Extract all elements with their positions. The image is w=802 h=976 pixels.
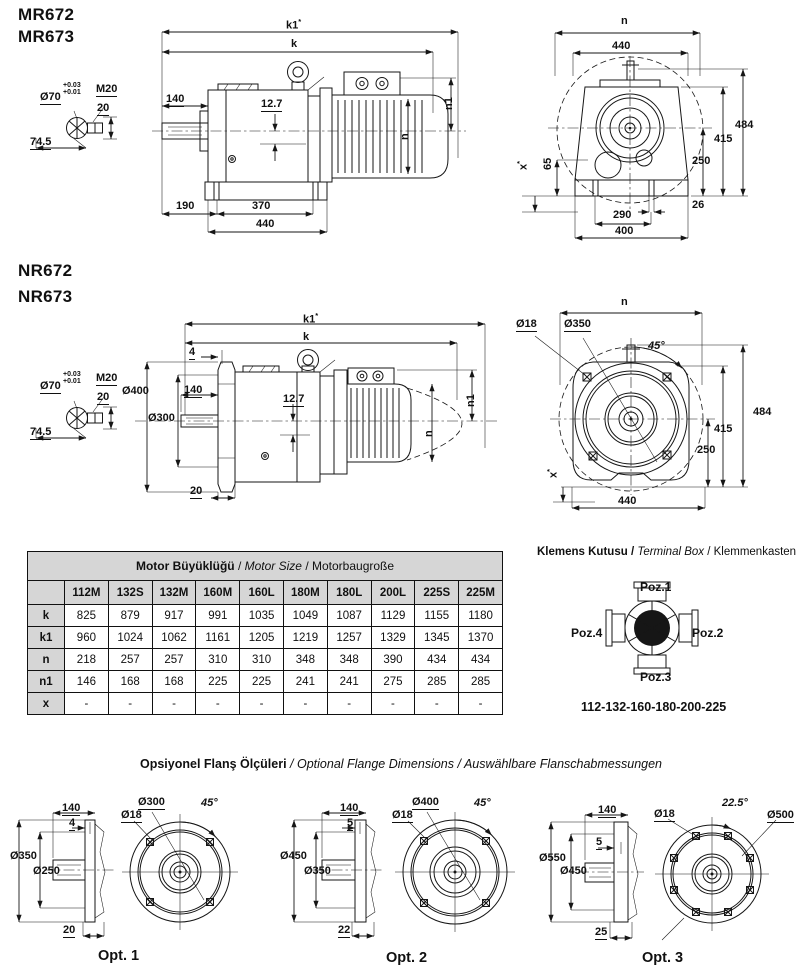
mr-rear-dim-x: x* xyxy=(515,160,530,170)
dim-value: 1049 xyxy=(283,605,327,627)
opt3-dim-top: 5 xyxy=(596,836,603,848)
dim-row-k1 xyxy=(28,627,503,649)
dim-value: 1087 xyxy=(327,605,371,627)
opt1-dia-pilot: Ø250 xyxy=(33,865,60,877)
nr-dim-n: n xyxy=(423,430,435,437)
dim-value: 1161 xyxy=(196,627,240,649)
mr-dim-n: n xyxy=(399,133,411,140)
motor-size-table xyxy=(27,551,503,715)
dim-value: - xyxy=(240,693,284,715)
dim-value: 168 xyxy=(152,671,196,693)
nr-dim-4: 4 xyxy=(189,346,196,358)
nr-shaft-tol-bot: +0.01 xyxy=(63,378,81,385)
mr-dim-190: 190 xyxy=(176,200,195,212)
dim-value: 434 xyxy=(459,649,503,671)
nr-shaft-key-len: 20 xyxy=(97,391,110,403)
mr-rear-dim-26: 26 xyxy=(692,199,705,211)
mr-rear-dim-65: 65 xyxy=(542,157,554,170)
opt3-dia-hole: Ø18 xyxy=(654,808,675,820)
model-nr673: NR673 xyxy=(18,287,73,306)
dim-value: 825 xyxy=(65,605,109,627)
dim-value: 310 xyxy=(196,649,240,671)
nr-rear-angle: 45° xyxy=(648,340,665,352)
dim-value: 1205 xyxy=(240,627,284,649)
model-nr672: NR672 xyxy=(18,261,73,280)
dim-value: 146 xyxy=(65,671,109,693)
motor-size-column: 200L xyxy=(371,581,415,605)
terminal-poz2: Poz.2 xyxy=(692,626,724,640)
mr-dim-140: 140 xyxy=(166,93,185,105)
motor-table-colheads xyxy=(28,581,503,605)
dim-value: 1180 xyxy=(459,605,503,627)
dim-row-n xyxy=(28,649,503,671)
mr-rear-dim-250: 250 xyxy=(692,155,711,167)
mr-shaft-tol-bot: +0.01 xyxy=(63,89,81,96)
opt3-angle: 22.5° xyxy=(722,797,748,809)
mr-rear-dim-290: 290 xyxy=(613,209,632,221)
dim-value: - xyxy=(65,693,109,715)
opt1-dim-top: 4 xyxy=(69,817,76,829)
opt1-angle: 45° xyxy=(201,797,218,809)
nr-rear-dim-x: x* xyxy=(545,468,560,478)
nr-shaft-width: 74.5 xyxy=(30,426,52,438)
nr-dim-140: 140 xyxy=(184,384,203,396)
dim-value: - xyxy=(283,693,327,715)
dim-row-label: x xyxy=(28,693,65,715)
nr-dim-n1: n1 xyxy=(465,394,477,407)
motor-size-column: 225S xyxy=(415,581,459,605)
mr-rear-dim-n: n xyxy=(621,15,628,27)
opt3-dia-bolt: Ø500 xyxy=(767,809,794,821)
motor-size-column: 132M xyxy=(152,581,196,605)
opt2-angle: 45° xyxy=(474,797,491,809)
nr-dim-dia300: Ø300 xyxy=(148,412,175,424)
dim-value: 275 xyxy=(371,671,415,693)
mr-shaft-dia: Ø70 xyxy=(40,91,61,103)
dim-value: 1062 xyxy=(152,627,196,649)
opt2-label: Opt. 2 xyxy=(386,950,428,966)
opt2-dia-pilot: Ø350 xyxy=(304,865,331,877)
mr-rear-view xyxy=(478,14,802,250)
dim-value: 218 xyxy=(65,649,109,671)
opt2-dim-bot: 22 xyxy=(338,924,351,936)
motor-size-column: 180L xyxy=(327,581,371,605)
opt3-label: Opt. 3 xyxy=(642,950,684,966)
nr-shaft-dia: Ø70 xyxy=(40,380,61,392)
dim-row-x xyxy=(28,693,503,715)
dim-value: 1329 xyxy=(371,627,415,649)
dim-value: 257 xyxy=(108,649,152,671)
mr-dim-k: k xyxy=(291,38,298,50)
mr-dim-370: 370 xyxy=(252,200,271,212)
dim-value: 390 xyxy=(371,649,415,671)
dim-value: 1035 xyxy=(240,605,284,627)
dim-value: 960 xyxy=(65,627,109,649)
model-mr673: MR673 xyxy=(18,27,75,46)
motor-size-column: 160L xyxy=(240,581,284,605)
dim-value: 225 xyxy=(240,671,284,693)
dim-value: - xyxy=(108,693,152,715)
dim-row-label: n xyxy=(28,649,65,671)
terminal-poz3: Poz.3 xyxy=(640,670,672,684)
dim-value: 1257 xyxy=(327,627,371,649)
mr-dim-12-7: 12.7 xyxy=(261,98,283,110)
motor-size-column: 112M xyxy=(65,581,109,605)
dim-value: 879 xyxy=(108,605,152,627)
dim-value: 1155 xyxy=(415,605,459,627)
dim-row-label: n1 xyxy=(28,671,65,693)
terminal-poz4: Poz.4 xyxy=(571,626,603,640)
nr-rear-dim-484: 484 xyxy=(753,406,772,418)
terminal-poz1: Poz.1 xyxy=(640,580,672,594)
dim-row-n1 xyxy=(28,671,503,693)
opt2-dim-140: 140 xyxy=(340,802,359,814)
dim-value: - xyxy=(327,693,371,715)
dim-value: - xyxy=(371,693,415,715)
nr-dim-20: 20 xyxy=(190,485,203,497)
nr-dim-dia400: Ø400 xyxy=(122,385,149,397)
flange-section-title: Opsiyonel Flanş Ölçüleri / Optional Flange Dimensions / Auswählbare Flanschabmessungen xyxy=(139,757,662,771)
motor-table-body xyxy=(28,605,503,715)
opt1-label: Opt. 1 xyxy=(98,948,140,964)
nr-rear-dim-415: 415 xyxy=(714,423,733,435)
dim-row-label: k1 xyxy=(28,627,65,649)
dim-value: 285 xyxy=(415,671,459,693)
dim-value: 257 xyxy=(152,649,196,671)
dim-row-label: k xyxy=(28,605,65,627)
motor-size-column: 160M xyxy=(196,581,240,605)
dim-value: 310 xyxy=(240,649,284,671)
nr-rear-dim-440: 440 xyxy=(618,495,637,507)
dim-value: 1345 xyxy=(415,627,459,649)
nr-shaft-tol-top: +0.03 xyxy=(63,371,81,378)
corner-cell xyxy=(28,581,65,605)
terminal-box-sizes: 112-132-160-180-200-225 xyxy=(581,700,727,714)
opt1-dim-140: 140 xyxy=(62,802,81,814)
opt1-dia-outer: Ø350 xyxy=(10,850,37,862)
dim-value: 285 xyxy=(459,671,503,693)
motor-size-column: 225M xyxy=(459,581,503,605)
nr-dim-k: k xyxy=(303,331,310,343)
mr-dim-n1: n1 xyxy=(443,97,455,110)
dim-value: 168 xyxy=(108,671,152,693)
opt1-dia-hole: Ø18 xyxy=(121,809,142,821)
dim-value: 434 xyxy=(415,649,459,671)
nr-rear-dia350: Ø350 xyxy=(564,318,591,330)
nr-rear-dia18: Ø18 xyxy=(516,318,537,330)
opt2-dia-bolt: Ø400 xyxy=(412,796,439,808)
nr-dim-12-7: 12.7 xyxy=(283,393,305,405)
dim-value: 1129 xyxy=(371,605,415,627)
mr-shaft-tol-top: +0.03 xyxy=(63,82,81,89)
mr-shaft-end-view xyxy=(28,100,143,160)
dim-value: 917 xyxy=(152,605,196,627)
opt3-dia-outer: Ø550 xyxy=(539,852,566,864)
motor-size-column: 132S xyxy=(108,581,152,605)
mr-dim-440: 440 xyxy=(256,218,275,230)
nr-rear-dim-250: 250 xyxy=(697,444,716,456)
dim-value: 348 xyxy=(283,649,327,671)
nr-rear-dim-n: n xyxy=(621,296,628,308)
motor-table-title: Motor Büyüklüğü / Motor Size / Motorbaugroße xyxy=(28,552,503,581)
terminal-box-title: Klemens Kutusu / Terminal Box / Klemmenkasten xyxy=(537,546,797,558)
mr-shaft-key-len: 20 xyxy=(97,102,110,114)
opt2-dim-top: 5 xyxy=(347,817,354,829)
opt2-dia-hole: Ø18 xyxy=(392,809,413,821)
dim-value: 1219 xyxy=(283,627,327,649)
nr-shaft-thread: M20 xyxy=(96,372,118,384)
dim-value: - xyxy=(459,693,503,715)
mr-rear-dim-415: 415 xyxy=(714,133,733,145)
opt2-dia-outer: Ø450 xyxy=(280,850,307,862)
mr-shaft-width: 74.5 xyxy=(30,136,52,148)
opt3-dim-bot: 25 xyxy=(595,926,608,938)
dim-value: 1024 xyxy=(108,627,152,649)
dim-value: 241 xyxy=(327,671,371,693)
dim-value: 1370 xyxy=(459,627,503,649)
mr-rear-dim-440: 440 xyxy=(612,40,631,52)
mr-rear-dim-484: 484 xyxy=(735,119,754,131)
dim-value: - xyxy=(415,693,459,715)
motor-size-column: 180M xyxy=(283,581,327,605)
opt1-dim-bot: 20 xyxy=(63,924,76,936)
mr-shaft-thread: M20 xyxy=(96,83,118,95)
dim-value: 348 xyxy=(327,649,371,671)
mr-rear-dim-400: 400 xyxy=(615,225,634,237)
dim-value: - xyxy=(152,693,196,715)
opt3-dim-140: 140 xyxy=(598,804,617,816)
dim-value: 991 xyxy=(196,605,240,627)
dim-value: - xyxy=(196,693,240,715)
opt1-dia-bolt: Ø300 xyxy=(138,796,165,808)
dim-value: 241 xyxy=(283,671,327,693)
opt3-dia-pilot: Ø450 xyxy=(560,865,587,877)
dim-value: 225 xyxy=(196,671,240,693)
mr-side-view xyxy=(148,18,470,250)
dim-row-k xyxy=(28,605,503,627)
mr-dim-k1: k1* xyxy=(286,17,302,32)
model-mr672: MR672 xyxy=(18,5,75,24)
nr-dim-k1: k1* xyxy=(303,311,319,326)
